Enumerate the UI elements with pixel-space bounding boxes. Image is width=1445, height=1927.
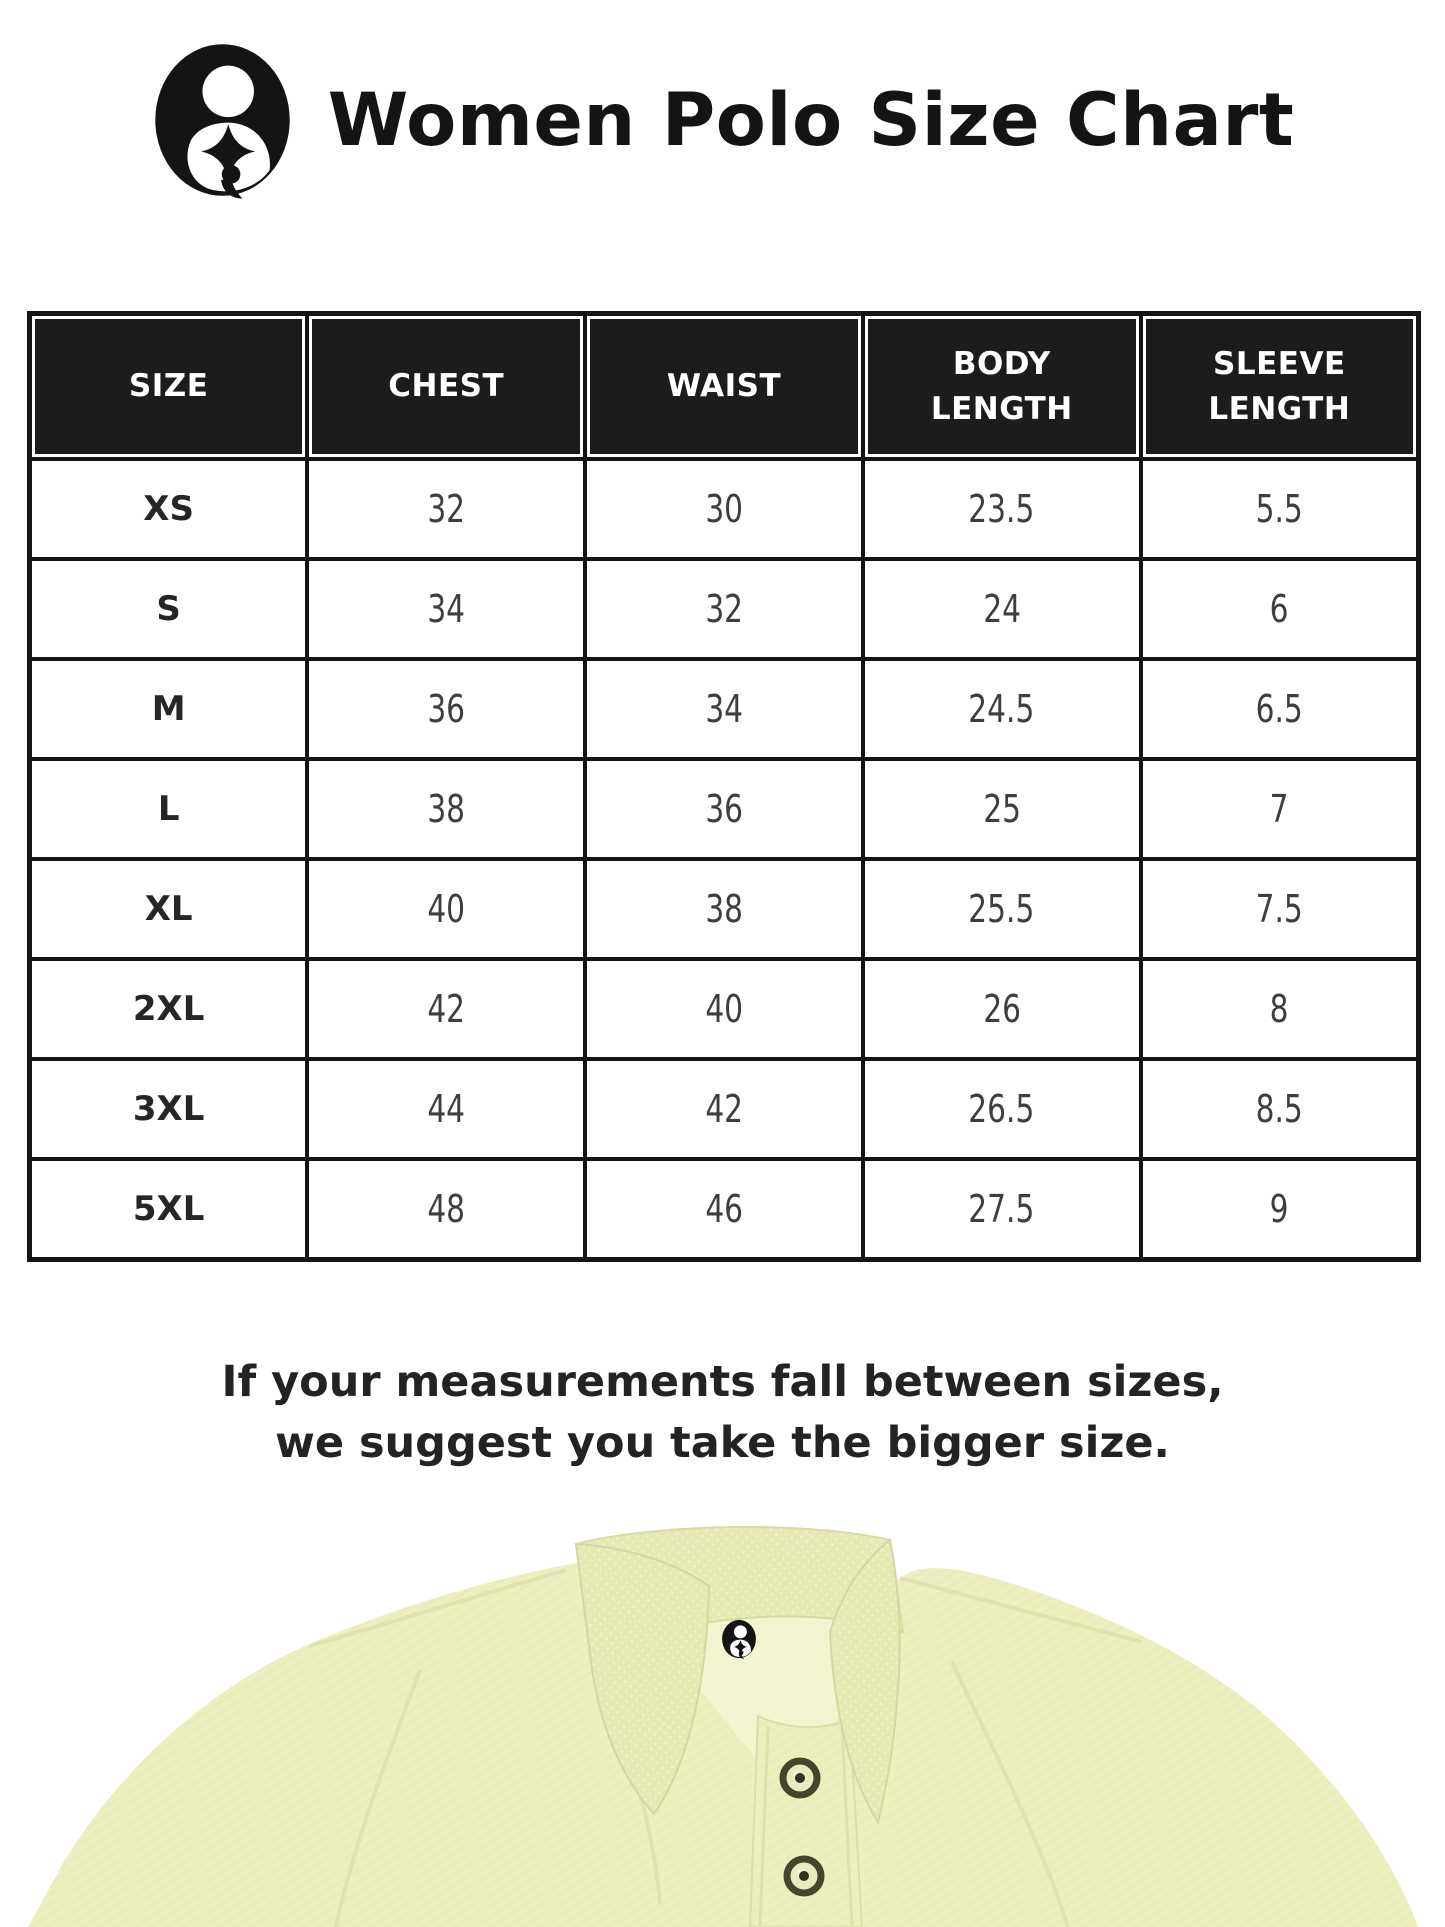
table-cell: 6 <box>1141 559 1419 659</box>
size-cell: M <box>30 659 308 759</box>
page-title: Women Polo Size Chart <box>327 77 1295 163</box>
table-cell: 24.5 <box>863 659 1141 759</box>
table-cell: 25.5 <box>863 859 1141 959</box>
table-header <box>30 314 1419 460</box>
table-cell: 48 <box>307 1159 585 1260</box>
table-cell: 24 <box>863 559 1141 659</box>
table-row-5xl <box>30 1159 1419 1260</box>
column-header-sleeve-length: SLEEVE LENGTH <box>1141 314 1419 460</box>
table-row-xs <box>30 459 1419 559</box>
size-chart-table <box>27 311 1421 1262</box>
table-row-2xl <box>30 959 1419 1059</box>
column-header-size: SIZE <box>30 314 308 460</box>
table-cell: 36 <box>585 759 863 859</box>
table-cell: 30 <box>585 459 863 559</box>
table-cell: 46 <box>585 1159 863 1260</box>
table-cell: 6.5 <box>1141 659 1419 759</box>
table-cell: 44 <box>307 1059 585 1159</box>
table-cell: 9 <box>1141 1159 1419 1260</box>
table-cell: 42 <box>307 959 585 1059</box>
table-cell: 34 <box>585 659 863 759</box>
column-header-chest: CHEST <box>307 314 585 460</box>
size-cell: S <box>30 559 308 659</box>
table-cell: 38 <box>307 759 585 859</box>
header <box>0 34 1445 206</box>
header-row <box>30 314 1419 460</box>
table-cell: 38 <box>585 859 863 959</box>
column-header-body-length: BODY LENGTH <box>863 314 1141 460</box>
size-chart-table-wrap <box>27 311 1421 1262</box>
button-top <box>783 1761 817 1795</box>
brand-logo-icon <box>151 40 294 200</box>
polo-shirt-image <box>0 1520 1445 1927</box>
table-row-l <box>30 759 1419 859</box>
sizing-note <box>0 1352 1445 1474</box>
size-cell: 2XL <box>30 959 308 1059</box>
table-row-3xl <box>30 1059 1419 1159</box>
size-cell: XS <box>30 459 308 559</box>
sizing-note-line-1: If your measurements fall between sizes, <box>221 1357 1224 1407</box>
table-cell: 32 <box>585 559 863 659</box>
table-cell: 25 <box>863 759 1141 859</box>
size-cell: XL <box>30 859 308 959</box>
size-cell: L <box>30 759 308 859</box>
table-cell: 23.5 <box>863 459 1141 559</box>
table-cell: 8 <box>1141 959 1419 1059</box>
table-cell: 7.5 <box>1141 859 1419 959</box>
table-cell: 7 <box>1141 759 1419 859</box>
table-cell: 5.5 <box>1141 459 1419 559</box>
table-row-xl <box>30 859 1419 959</box>
table-cell: 40 <box>585 959 863 1059</box>
size-cell: 5XL <box>30 1159 308 1260</box>
table-cell: 32 <box>307 459 585 559</box>
table-body <box>30 459 1419 1260</box>
table-cell: 26 <box>863 959 1141 1059</box>
table-cell: 42 <box>585 1059 863 1159</box>
button-bottom <box>787 1859 821 1893</box>
table-cell: 36 <box>307 659 585 759</box>
table-cell: 40 <box>307 859 585 959</box>
table-row-s <box>30 559 1419 659</box>
table-row-m <box>30 659 1419 759</box>
table-cell: 27.5 <box>863 1159 1141 1260</box>
table-cell: 34 <box>307 559 585 659</box>
table-cell: 26.5 <box>863 1059 1141 1159</box>
table-cell: 8.5 <box>1141 1059 1419 1159</box>
column-header-waist: WAIST <box>585 314 863 460</box>
sizing-note-line-2: we suggest you take the bigger size. <box>275 1418 1170 1469</box>
size-cell: 3XL <box>30 1059 308 1159</box>
